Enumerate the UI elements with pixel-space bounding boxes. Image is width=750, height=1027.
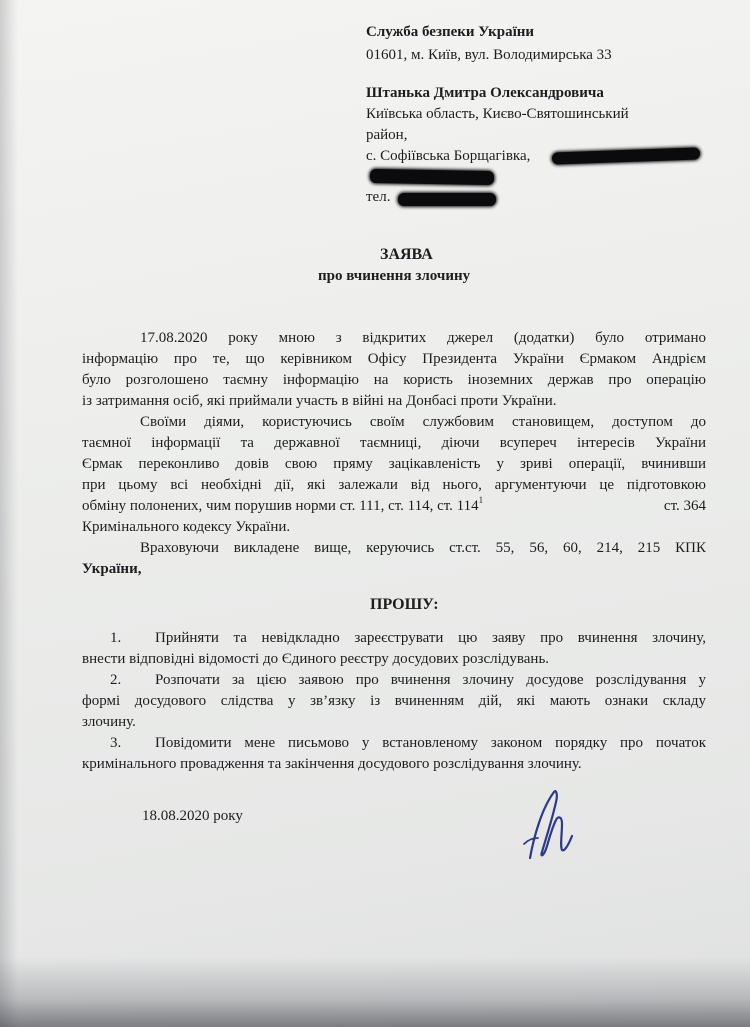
paragraph-1-line: інформацію про те, що керівником Офісу Президента України Єрмаком Андрієм [82,351,706,367]
paragraph-2-line-statutes [82,496,706,517]
page-shadow-left [0,0,18,1027]
request-line: Розпочати за цією заявою про вчинення злочину досудове розслідування у [155,672,706,688]
document-subtitle: про вчинення злочину [318,268,471,284]
applicant-address-line3: с. Софіївська Борщагівка, [366,148,531,164]
request-line: Повідомити мене письмово у встановленому законом порядку про початок [155,735,706,751]
paragraph-3-line: Враховуючи викладене вище, керуючись ст.ст. 55, 56, 60, 214, 215 КПК [140,540,706,556]
paragraph-1-line: 17.08.2020 року мною з відкритих джерел (додатки) було отримано [140,330,706,346]
paragraph-2-line: при цьому всі необхідні дії, які залежали від нього, аргументуючи це підготовкою [82,477,706,493]
request-line: формі досудового слідства у зв’язку із вчиненням дій, які мають ознаки складу [82,693,706,709]
applicant-address-line1: Київська область, Києво-Святошинський [366,106,629,122]
redaction-house [370,169,494,185]
redaction-phone [398,193,496,206]
paragraph-2-line: Кримінального кодексу України. [82,519,291,535]
request-line: внести відповідні відомості до Єдиного реєстру досудових розслідувань. [82,651,550,667]
request-line: Прийняти та невідкладно зареєструвати цю заяву про вчинення злочину, [155,630,706,646]
paragraph-1-line: було розголошено таємну інформацію на користь іноземних держав про операцію [82,372,706,388]
request-heading: ПРОШУ: [370,596,439,613]
request-line: кримінального провадження та закінчення досудового розслідування злочину. [82,756,582,772]
paragraph-3-line: України, [82,561,142,577]
applicant-address-line2: район, [366,127,408,143]
handwritten-signature [516,786,596,866]
paragraph-2-line: таємної інформації та державної таємниці, діючи всупереч інтересів України [82,435,706,451]
statute-list: обміну полонених, чим порушив норми ст. 111, ст. 114, ст. 114 [82,498,479,514]
document-title: ЗАЯВА [380,246,433,263]
recipient-org: Служба безпеки України [366,24,535,40]
phone-label: тел. [366,189,391,205]
request-line: злочину. [82,714,136,730]
statute-tail: ст. 364 [663,498,706,514]
recipient-address: 01601, м. Київ, вул. Володимирська 33 [366,47,612,63]
applicant-name: Штанька Дмитра Олександровича [366,85,604,101]
request-number: 3. [110,735,122,751]
paragraph-2-line: Своїми діями, користуючись своїм службовим становищем, доступом до [140,414,706,430]
statute-superscript: 1 [478,495,484,505]
signature-date: 18.08.2020 року [142,808,243,824]
request-number: 2. [110,672,122,688]
request-number: 1. [110,630,122,646]
redaction-street [552,147,700,164]
page-bottom-shadow [0,957,750,1027]
paragraph-2-line: Єрмак переконливо довів свою пряму зацікавленість у зриві операції, вчинивши [82,456,706,472]
paragraph-1-line: із затримання осіб, які приймали участь в війні на Донбасі проти України. [82,393,557,409]
